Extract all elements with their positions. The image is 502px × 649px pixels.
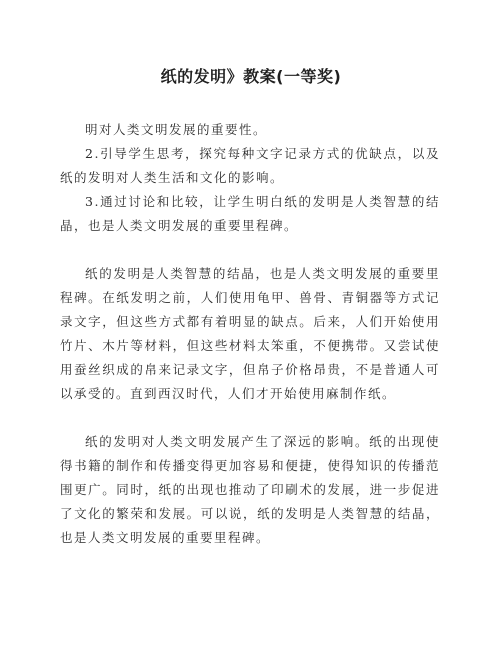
- document-title: 纸的发明》教案(一等奖): [160, 67, 342, 86]
- paragraph-objective-3: 3.通过讨论和比较，让学生明白纸的发明是人类智慧的结晶，也是人类文明发展的重要里程碑。: [60, 194, 440, 233]
- paragraph-impact: 纸的发明对人类文明发展产生了深远的影响。纸的出现使得书籍的制作和传播变得更加容易和便捷，使得知识的传播范围更广。同时，纸的出现也推动了印刷术的发展，进一步促进了文化的繁荣和发展。可以说，纸的发明是人类智慧的结晶，也是人类文明发展的重要里程碑。: [60, 434, 440, 545]
- paragraph-history: 纸的发明是人类智慧的结晶，也是人类文明发展的重要里程碑。在纸发明之前，人们使用龟甲、兽骨、青铜器等方式记录文字，但这些方式都有着明显的缺点。后来，人们开始使用竹片、木片等材料，但这些材料太笨重，不便携带。又尝试使用蚕丝织成的帛来记录文字，但帛子价格昂贵，不是普通人可以承受的。直到西汉时代，人们才开始使用麻制作纸。: [60, 266, 440, 401]
- paragraph-objective-2: 2.引导学生思考，探究每种文字记录方式的优缺点，以及纸的发明对人类生活和文化的影响。: [60, 146, 440, 185]
- paragraph-intro-fragment: 明对人类文明发展的重要性。: [85, 122, 268, 137]
- document-body: [60, 118, 440, 550]
